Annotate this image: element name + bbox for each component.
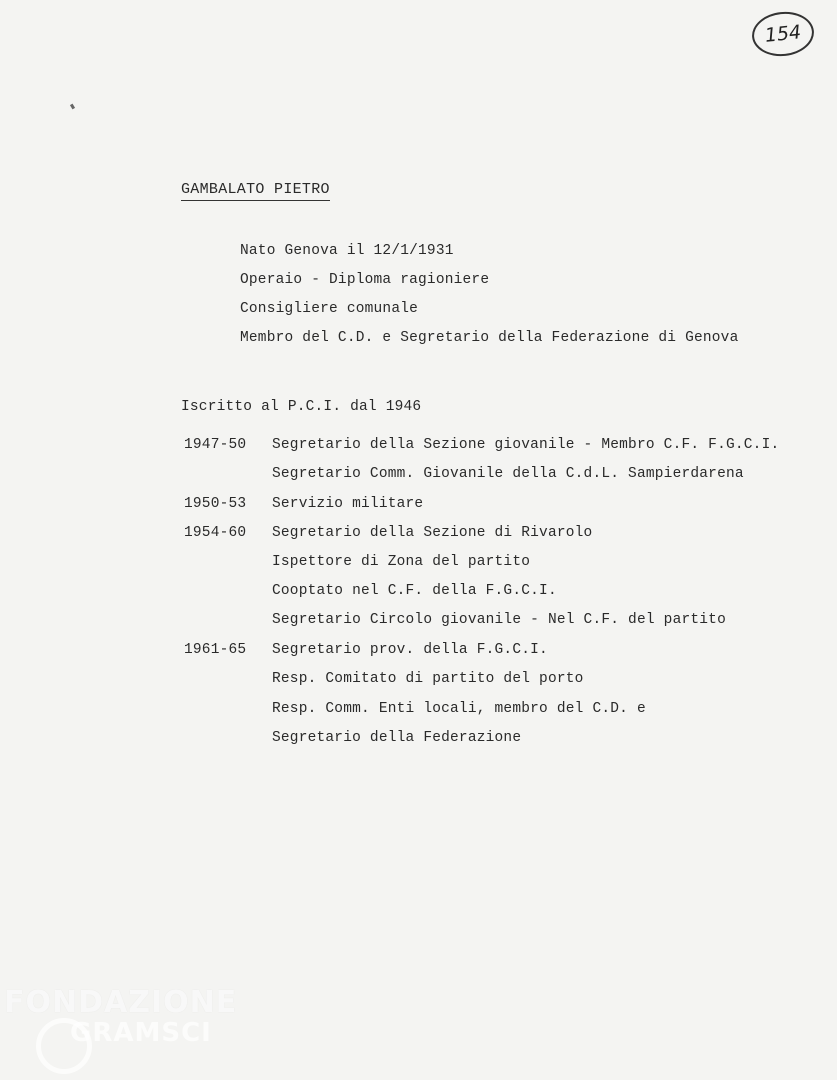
watermark-text-2: GRAMSCI [70, 1018, 212, 1048]
bio-line: Consigliere comunale [240, 301, 419, 317]
career-line: Segretario Comm. Giovanile della C.d.L. Sampierdarena [272, 466, 744, 482]
watermark-text: FONDAZIONE [4, 985, 238, 1020]
bio-line: Membro del C.D. e Segretario della Federazione di Genova [240, 330, 739, 346]
career-line: Segretario prov. della F.G.C.I. [272, 642, 548, 658]
person-name-heading: GAMBALATO PIETRO [181, 181, 330, 201]
stamp-number: 154 [763, 21, 803, 47]
career-years: 1961-65 [184, 642, 247, 658]
career-line: Segretario della Sezione di Rivarolo [272, 525, 593, 541]
career-line: Resp. Comitato di partito del porto [272, 671, 584, 687]
bio-line: Operaio - Diploma ragioniere [240, 272, 490, 288]
bio-line: Nato Genova il 12/1/1931 [240, 243, 454, 259]
career-line: Segretario della Federazione [272, 730, 522, 746]
career-line: Segretario della Sezione giovanile - Membro C.F. F.G.C.I. [272, 437, 780, 453]
watermark-logo [4, 985, 237, 1020]
career-line: Servizio militare [272, 496, 424, 512]
career-years: 1947-50 [184, 437, 247, 453]
career-line: Segretario Circolo giovanile - Nel C.F. del partito [272, 612, 726, 628]
membership-line: Iscritto al P.C.I. dal 1946 [181, 399, 422, 415]
career-years: 1950-53 [184, 496, 247, 512]
watermark-logo-secondary [70, 1018, 212, 1048]
career-line: Cooptato nel C.F. della F.G.C.I. [272, 583, 557, 599]
career-line: Resp. Comm. Enti locali, membro del C.D. e [272, 701, 646, 717]
ink-speck [70, 104, 75, 110]
career-line: Ispettore di Zona del partito [272, 554, 531, 570]
career-years: 1954-60 [184, 525, 247, 541]
page-number-stamp [750, 9, 816, 59]
